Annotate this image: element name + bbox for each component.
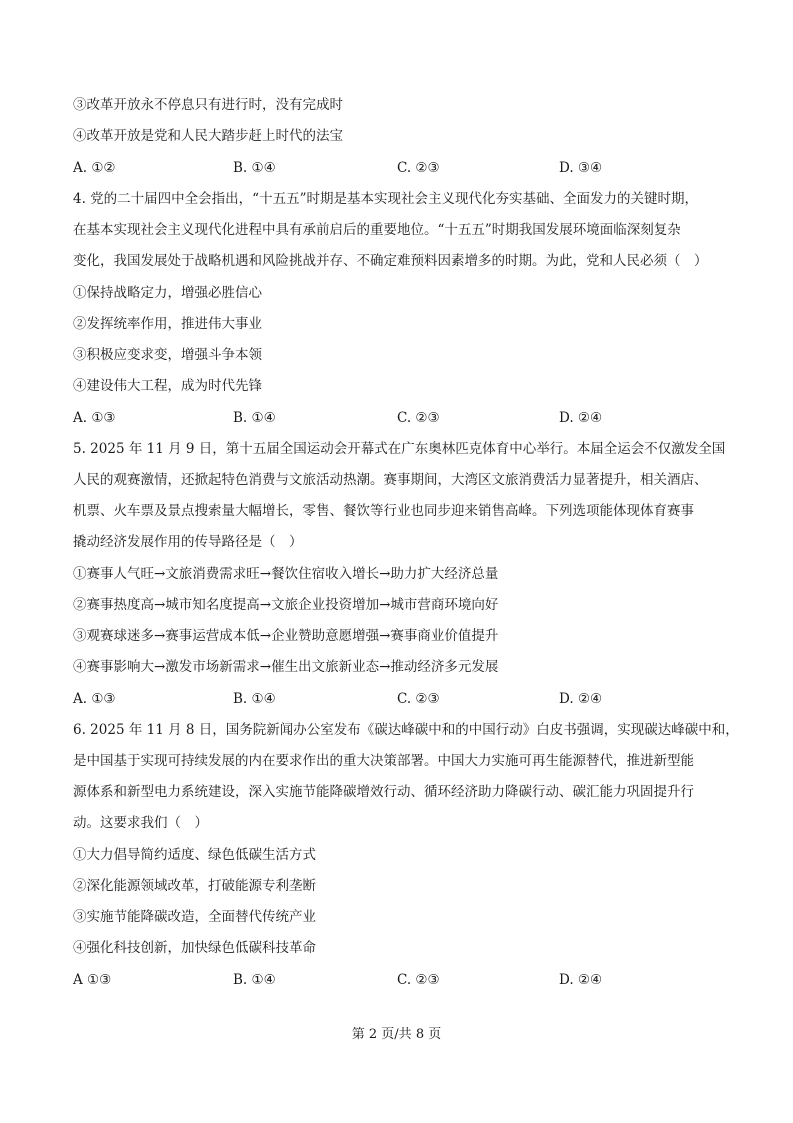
q5-choice-d: D. ②④ [559, 691, 603, 707]
q6-stem-line-4: 动。这要求我们（ ） [73, 815, 208, 831]
q3-choice-b: B. ①④ [233, 160, 276, 176]
q4-stem-line-2: 在基本实现社会主义现代化进程中具有承前启后的重要地位。“十五五”时期我国发展环境面临深刻复杂 [73, 222, 681, 238]
q3-option-3: ③改革开放永不停息只有进行时，没有完成时 [73, 97, 343, 113]
q6-choice-d: D. ②④ [559, 972, 603, 988]
q5-option-2: ②赛事热度高→城市知名度提高→文旅企业投资增加→城市营商环境向好 [73, 597, 499, 613]
q6-choice-c: C. ②③ [397, 972, 440, 988]
q6-stem-line-1: 6. 2025 年 11 月 8 日，国务院新闻办公室发布《碳达峰碳中和的中国行动》白皮书强调，实现碳达峰碳中和， [73, 722, 739, 738]
q5-choice-b: B. ①④ [233, 691, 276, 707]
q4-option-2: ②发挥统率作用，推进伟大事业 [73, 316, 262, 332]
q6-choices [73, 971, 733, 989]
q5-option-1: ①赛事人气旺→文旅消费需求旺→餐饮住宿收入增长→助力扩大经济总量 [73, 566, 499, 582]
q3-choice-d: D. ③④ [559, 160, 603, 176]
q6-option-1: ①大力倡导简约适度、绿色低碳生活方式 [73, 847, 316, 863]
q3-choices [73, 159, 733, 177]
q4-choice-c: C. ②③ [397, 410, 440, 426]
q6-option-4: ④强化科技创新，加快绿色低碳科技革命 [73, 940, 316, 956]
q6-stem-line-2: 是中国基于实现可持续发展的内在要求作出的重大决策部署。中国大力实施可再生能源替代，推进新型能 [73, 753, 694, 769]
q5-stem-line-2: 人民的观赛激情，还掀起特色消费与文旅活动热潮。赛事期间，大湾区文旅消费活力显著提升，相关酒店、 [73, 472, 708, 488]
q4-option-4: ④建设伟大工程，成为时代先锋 [73, 378, 262, 394]
q4-stem-line-1: 4. 党的二十届四中全会指出，“十五五”时期是基本实现社会主义现代化夯实基础、全面发力的关键时期， [73, 191, 698, 207]
q4-stem-line-3: 变化，我国发展处于战略机遇和风险挑战并存、不确定难预料因素增多的时期。为此，党和人民必须（ ） [73, 253, 708, 269]
q5-stem-line-4: 撬动经济发展作用的传导路径是（ ） [73, 534, 303, 550]
q6-choice-b: B. ①④ [233, 972, 276, 988]
q3-choice-c: C. ②③ [397, 160, 440, 176]
q6-option-2: ②深化能源领域改革，打破能源专利垄断 [73, 878, 316, 894]
q4-choice-d: D. ②④ [559, 410, 603, 426]
q5-stem-line-1: 5. 2025 年 11 月 9 日，第十五届全国运动会开幕式在广东奥林匹克体育中心举行。本届全运会不仅激发全国 [73, 441, 726, 457]
q5-choices [73, 690, 733, 708]
q4-choice-a: A. ①③ [73, 410, 116, 426]
q5-option-4: ④赛事影响大→激发市场新需求→催生出文旅新业态→推动经济多元发展 [73, 659, 499, 675]
q5-choice-a: A. ①③ [73, 691, 116, 707]
q4-option-3: ③积极应变求变，增强斗争本领 [73, 347, 262, 363]
q4-option-1: ①保持战略定力，增强必胜信心 [73, 285, 262, 301]
q4-choices [73, 409, 733, 427]
page-number-footer: 第 2 页/共 8 页 [351, 1027, 442, 1042]
q6-stem-line-3: 源体系和新型电力系统建设，深入实施节能降碳增效行动、循环经济助力降碳行动、碳汇能力巩固提升行 [73, 784, 694, 800]
q6-choice-a: A ①③ [73, 972, 112, 988]
q5-choice-c: C. ②③ [397, 691, 440, 707]
q5-option-3: ③观赛球迷多→赛事运营成本低→企业赞助意愿增强→赛事商业价值提升 [73, 628, 499, 644]
q6-option-3: ③实施节能降碳改造，全面替代传统产业 [73, 909, 316, 925]
q4-choice-b: B. ①④ [233, 410, 276, 426]
q3-option-4: ④改革开放是党和人民大踏步赶上时代的法宝 [73, 128, 343, 144]
q5-stem-line-3: 机票、火车票及景点搜索量大幅增长，零售、餐饮等行业也同步迎来销售高峰。下列选项能体现体育赛事 [73, 503, 694, 519]
q3-choice-a: A. ①② [73, 160, 116, 176]
